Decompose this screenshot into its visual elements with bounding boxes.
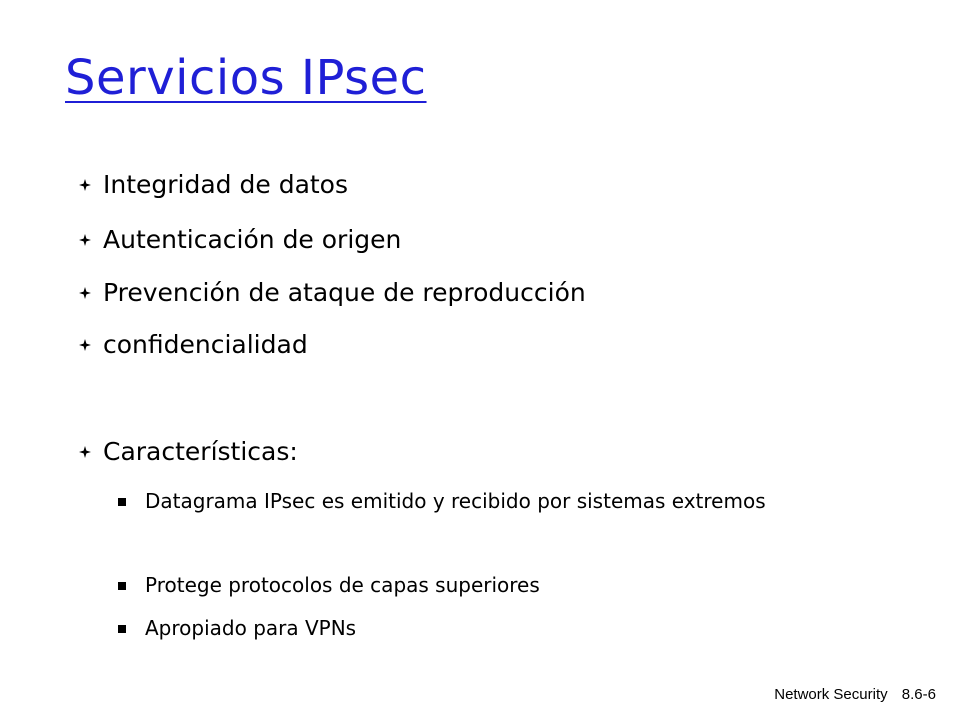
sub-bullet-text: Datagrama IPsec es emitido y recibido por sistemas extremos (145, 489, 766, 513)
footer-page-number: 8.6-6 (901, 686, 936, 703)
diamond-bullet-icon (79, 446, 91, 458)
diamond-bullet-icon (79, 287, 91, 299)
slide-title: Servicios IPsec (65, 50, 427, 106)
slide-footer (774, 686, 936, 703)
footer-course: Network Security (774, 686, 888, 703)
diamond-bullet-icon (79, 339, 91, 351)
square-bullet-icon (118, 582, 126, 590)
bullet-text: Autenticación de origen (103, 225, 402, 254)
features-heading-text: Características: (103, 437, 298, 466)
square-bullet-icon (118, 625, 126, 633)
sub-bullet-text: Protege protocolos de capas superiores (145, 573, 540, 597)
sub-bullet-text: Apropiado para VPNs (145, 616, 357, 640)
diamond-bullet-icon (79, 234, 91, 246)
bullet-text: Prevención de ataque de reproducción (103, 278, 586, 307)
bullet-text: confidencialidad (103, 330, 308, 359)
diamond-bullet-icon (79, 179, 91, 191)
bullet-text: Integridad de datos (103, 170, 349, 199)
square-bullet-icon (118, 498, 126, 506)
